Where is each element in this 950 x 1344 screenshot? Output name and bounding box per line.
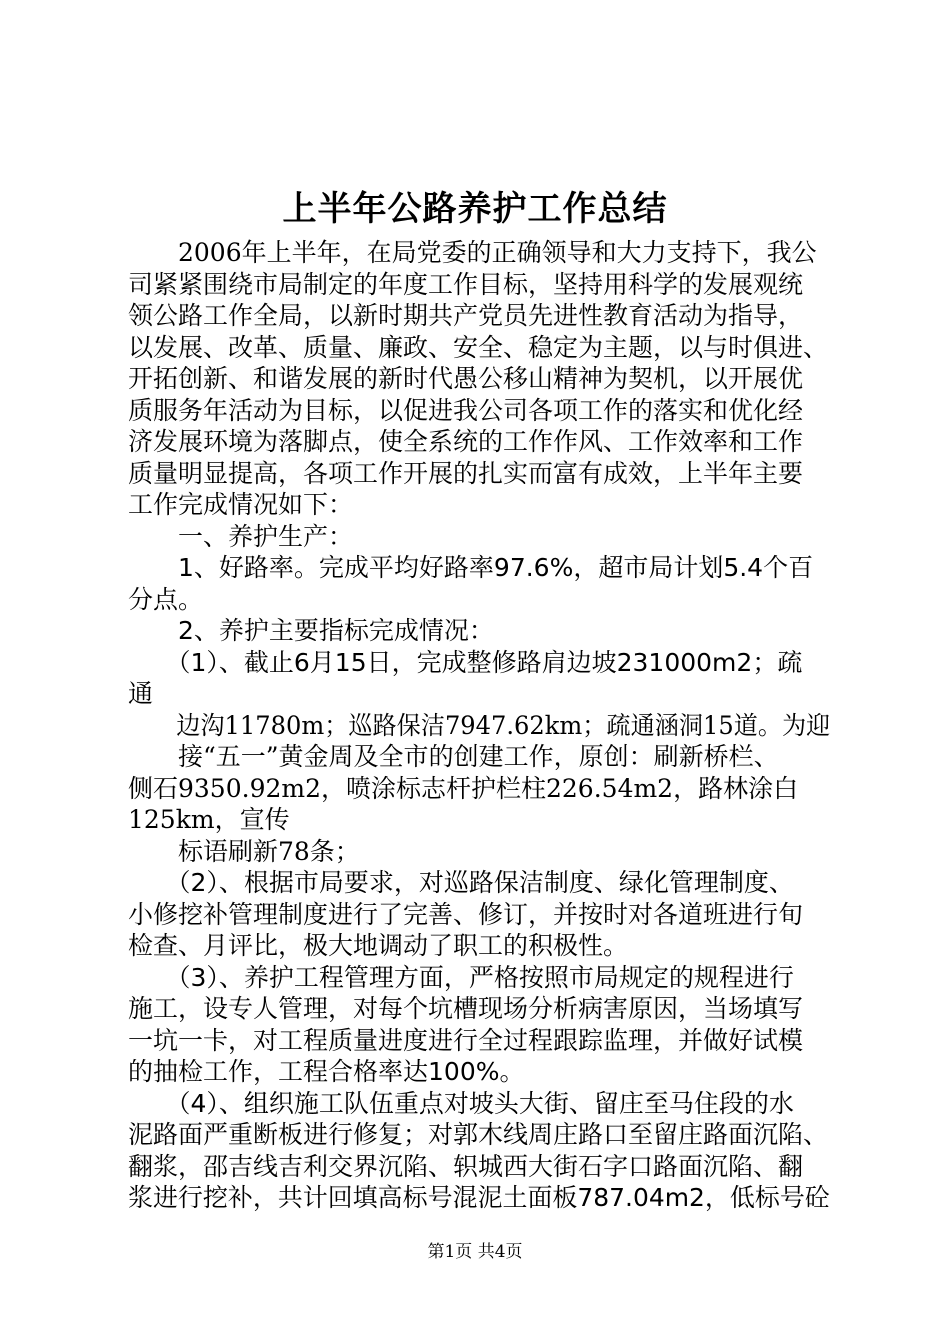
body-line: 的抽检工作，工程合格率达100%。 — [128, 1057, 525, 1086]
body-line: 济发展环境为落脚点，使全系统的工作作风、工作效率和工作 — [128, 427, 804, 456]
body-line: （1）、截止6月15日，完成整修路肩边坡231000m2；疏 — [128, 648, 803, 677]
body-line: 边沟11780m；巡路保洁7947.62km；疏通涵洞15道。为迎 — [128, 711, 831, 740]
body-line: 检查、月评比，极大地调动了职工的积极性。 — [128, 931, 629, 960]
section-heading: 一、养护生产： — [128, 522, 354, 551]
body-line: 125km，宣传 — [128, 805, 290, 834]
body-line: 质服务年活动为目标，以促进我公司各项工作的落实和优化经 — [128, 396, 804, 425]
body-line: 一坑一卡，对工程质量进度进行全过程跟踪监理，并做好试模 — [128, 1026, 804, 1055]
body-line: 通 — [128, 679, 154, 708]
body-line: 翻浆，邵吉线吉利交界沉陷、轵城西大街石字口路面沉陷、翻 — [128, 1152, 804, 1181]
body-line: 小修挖补管理制度进行了完善、修订，并按时对各道班进行旬 — [128, 900, 804, 929]
body-line: 泥路面严重断板进行修复；对郭木线周庄路口至留庄路面沉陷、 — [128, 1120, 829, 1149]
document-title: 上半年公路养护工作总结 — [282, 189, 668, 229]
body-line: （4）、组织施工队伍重点对坡头大街、留庄至马住段的水 — [128, 1089, 794, 1118]
body-line: 领公路工作全局，以新时期共产党员先进性教育活动为指导， — [128, 301, 804, 330]
page-footer: 第1页 共4页 — [427, 1242, 523, 1262]
body-line: 分点。 — [128, 585, 204, 614]
body-line: 开拓创新、和谐发展的新时代愚公移山精神为契机，以开展优 — [128, 364, 804, 393]
body-line: 工作完成情况如下： — [128, 490, 354, 519]
body-line: （3）、养护工程管理方面，严格按照市局规定的规程进行 — [128, 963, 794, 992]
body-line: 标语刷新78条； — [128, 837, 360, 866]
body-line: 侧石9350.92m2，喷涂标志杆护栏柱226.54m2，路林涂白 — [128, 774, 799, 803]
body-line: 质量明显提高，各项工作开展的扎实而富有成效，上半年主要 — [128, 459, 804, 488]
body-line: 接“五一”黄金周及全市的创建工作，原创：刷新桥栏、 — [128, 742, 779, 771]
body-line: （2）、根据市局要求，对巡路保洁制度、绿化管理制度、 — [128, 868, 794, 897]
body-line: 以发展、改革、质量、廉政、安全、稳定为主题，以与时俱进、 — [128, 333, 829, 362]
body-line: 施工，设专人管理，对每个坑槽现场分析病害原因，当场填写 — [128, 994, 804, 1023]
body-line: 浆进行挖补，共计回填高标号混泥土面板787.04m2，低标号砼 — [128, 1183, 830, 1212]
body-line: 司紧紧围绕市局制定的年度工作目标，坚持用科学的发展观统 — [128, 270, 804, 299]
body-line: 1、好路率。完成平均好路率97.6%，超市局计划5.4个百 — [128, 553, 814, 582]
body-line: 2、养护主要指标完成情况： — [128, 616, 494, 645]
body-line: 2006年上半年，在局党委的正确领导和大力支持下，我公 — [128, 238, 817, 267]
